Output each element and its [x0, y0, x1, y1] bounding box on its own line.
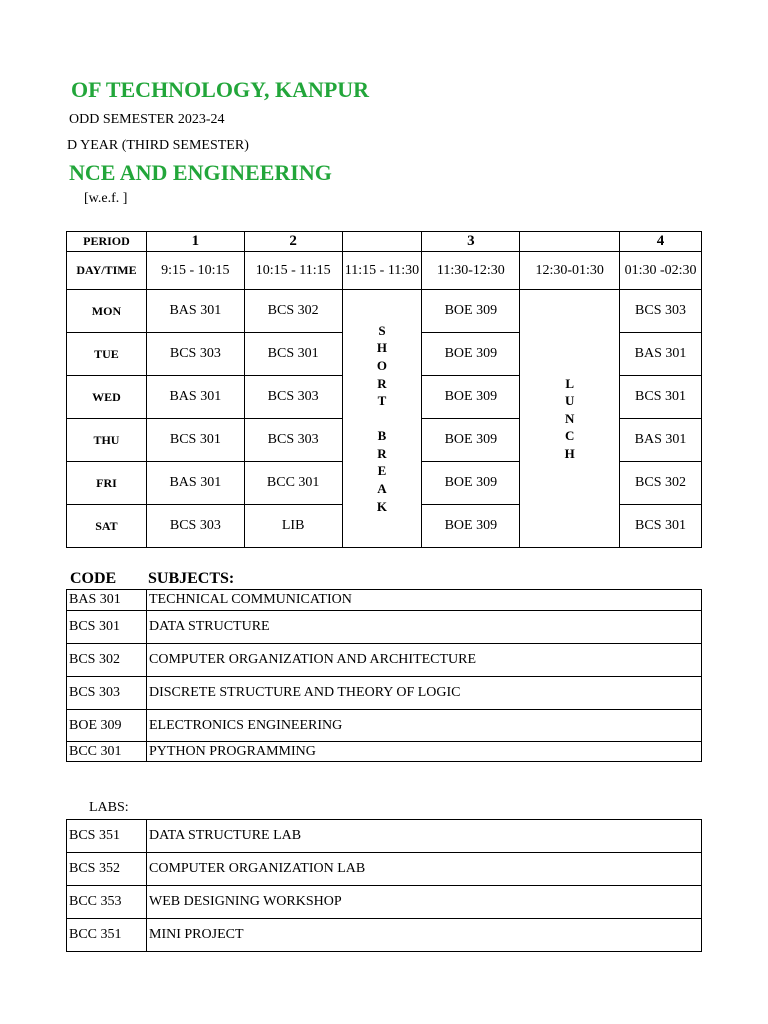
table-row: [67, 853, 702, 886]
short-break-letter: H: [376, 340, 388, 356]
timetable: [66, 231, 702, 548]
subject-code: BCS 302: [67, 644, 147, 677]
lab-name: WEB DESIGNING WORKSHOP: [147, 886, 702, 919]
short-break-letter: S: [378, 322, 386, 338]
period-number: 4: [620, 232, 702, 252]
time-slot: 10:15 - 11:15: [244, 252, 342, 290]
subject-code: BOE 309: [67, 710, 147, 742]
lunch-letter: N: [564, 410, 575, 426]
short-break-letter: R: [377, 445, 387, 461]
table-row: [67, 886, 702, 919]
lunch-letter: C: [564, 428, 575, 444]
lab-code: BCS 352: [67, 853, 147, 886]
subject-code: BCC 301: [67, 742, 147, 762]
lunch-cell: [520, 290, 620, 548]
class-cell: BCS 303: [146, 333, 244, 376]
subjects-table: [66, 589, 702, 762]
short-break-letter: K: [376, 498, 388, 514]
lunch-letter: L: [565, 375, 574, 391]
short-break-cell: [342, 290, 422, 548]
class-cell: BCC 301: [244, 462, 342, 505]
period-label: PERIOD: [67, 232, 147, 252]
table-row: [67, 742, 702, 762]
table-row: [67, 644, 702, 677]
time-slot: 9:15 - 10:15: [146, 252, 244, 290]
lunch-letter: H: [564, 445, 575, 461]
time-slot: 11:15 - 11:30: [342, 252, 422, 290]
short-break-letter: T: [377, 393, 387, 409]
subject-name: ELECTRONICS ENGINEERING: [147, 710, 702, 742]
class-cell: BCS 303: [146, 505, 244, 548]
table-row: [67, 820, 702, 853]
subject-code: BCS 303: [67, 677, 147, 710]
table-row: [67, 710, 702, 742]
lab-code: BCC 353: [67, 886, 147, 919]
lab-name: MINI PROJECT: [147, 919, 702, 952]
period-number: [342, 232, 422, 252]
department-title: NCE AND ENGINEERING: [69, 160, 332, 185]
short-break-letter: B: [377, 428, 387, 444]
short-break-gap: [343, 410, 422, 428]
table-row: [67, 677, 702, 710]
period-number: 1: [146, 232, 244, 252]
period-number: 2: [244, 232, 342, 252]
time-slot: 12:30-01:30: [520, 252, 620, 290]
short-break-letter: R: [377, 375, 387, 391]
lab-code: BCC 351: [67, 919, 147, 952]
table-row: [67, 919, 702, 952]
class-cell: BAS 301: [146, 290, 244, 333]
class-cell: BCS 302: [244, 290, 342, 333]
day-label: FRI: [67, 462, 147, 505]
class-cell: BAS 301: [620, 333, 702, 376]
wef-label: [w.e.f. ]: [84, 191, 128, 206]
subject-name: PYTHON PROGRAMMING: [147, 742, 702, 762]
day-label: THU: [67, 419, 147, 462]
period-number: 3: [422, 232, 520, 252]
table-row: [67, 590, 702, 611]
subject-name: DISCRETE STRUCTURE AND THEORY OF LOGIC: [147, 677, 702, 710]
short-break-letter: E: [377, 463, 387, 479]
subject-name: DATA STRUCTURE: [147, 611, 702, 644]
day-label: MON: [67, 290, 147, 333]
year-label: D YEAR (THIRD SEMESTER): [67, 138, 249, 153]
labs-heading: LABS:: [89, 800, 129, 815]
day-label: WED: [67, 376, 147, 419]
subject-code: BAS 301: [67, 590, 147, 611]
class-cell: BOE 309: [422, 462, 520, 505]
class-cell: BOE 309: [422, 376, 520, 419]
class-cell: BCS 301: [146, 419, 244, 462]
class-cell: BAS 301: [146, 376, 244, 419]
table-row: [67, 611, 702, 644]
subject-name: COMPUTER ORGANIZATION AND ARCHITECTURE: [147, 644, 702, 677]
time-slot: 11:30-12:30: [422, 252, 520, 290]
labs-table: [66, 819, 702, 952]
subject-name: TECHNICAL COMMUNICATION: [147, 590, 702, 611]
day-label: SAT: [67, 505, 147, 548]
class-cell: BCS 302: [620, 462, 702, 505]
short-break-letter: O: [376, 357, 388, 373]
class-cell: BCS 303: [620, 290, 702, 333]
class-cell: BOE 309: [422, 419, 520, 462]
lab-name: COMPUTER ORGANIZATION LAB: [147, 853, 702, 886]
class-cell: LIB: [244, 505, 342, 548]
lab-name: DATA STRUCTURE LAB: [147, 820, 702, 853]
time-slot: 01:30 -02:30: [620, 252, 702, 290]
class-cell: BOE 309: [422, 290, 520, 333]
class-cell: BCS 301: [620, 376, 702, 419]
class-cell: BAS 301: [620, 419, 702, 462]
class-cell: BCS 303: [244, 419, 342, 462]
code-heading: CODE: [70, 570, 117, 587]
subject-code: BCS 301: [67, 611, 147, 644]
class-cell: BCS 303: [244, 376, 342, 419]
class-cell: BOE 309: [422, 505, 520, 548]
subjects-heading: SUBJECTS:: [148, 570, 235, 587]
class-cell: BAS 301: [146, 462, 244, 505]
institute-title: OF TECHNOLOGY, KANPUR: [71, 77, 370, 102]
short-break-letter: A: [377, 481, 387, 497]
lab-code: BCS 351: [67, 820, 147, 853]
daytime-label: DAY/TIME: [67, 252, 147, 290]
day-label: TUE: [67, 333, 147, 376]
class-cell: BCS 301: [244, 333, 342, 376]
period-number: [520, 232, 620, 252]
class-cell: BOE 309: [422, 333, 520, 376]
lunch-letter: U: [564, 393, 575, 409]
semester-label: ODD SEMESTER 2023-24: [69, 112, 225, 127]
class-cell: BCS 301: [620, 505, 702, 548]
